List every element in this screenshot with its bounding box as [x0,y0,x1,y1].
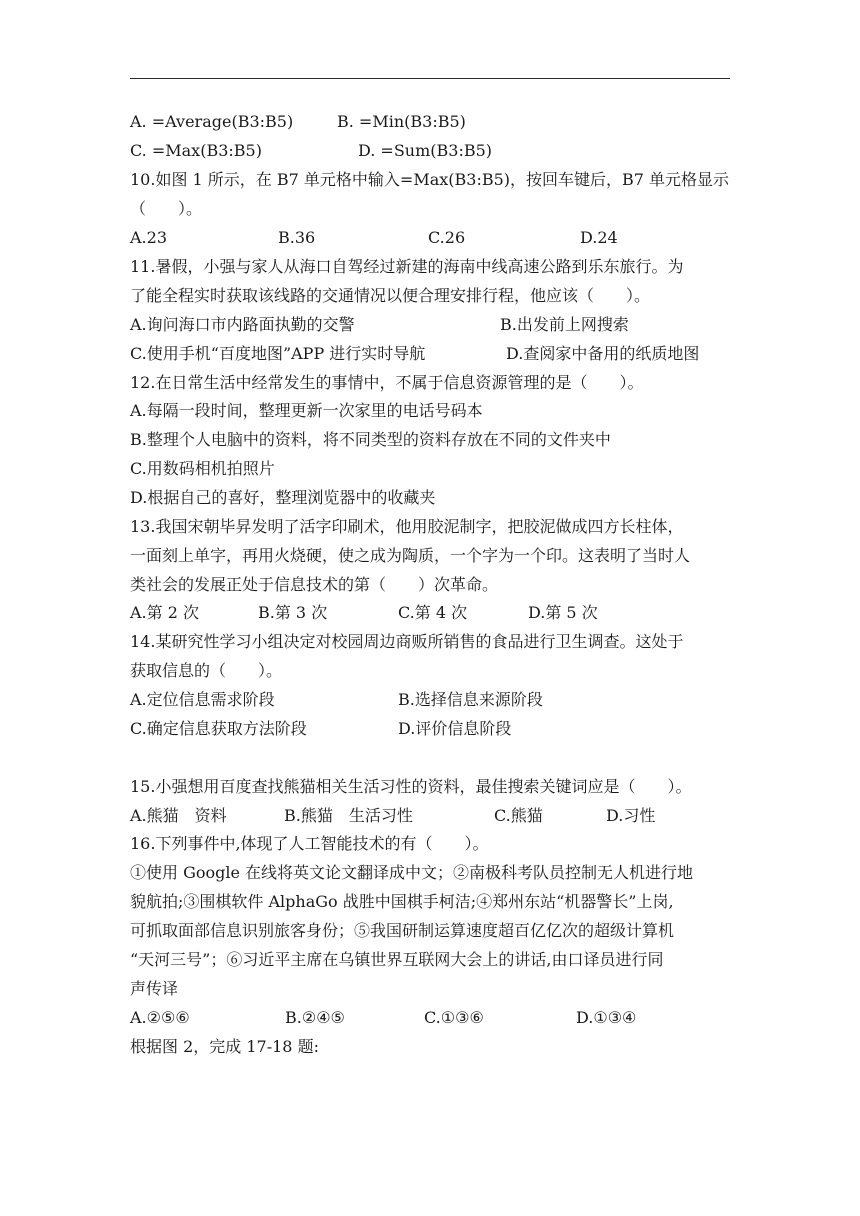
q14-option-a: A.定位信息需求阶段 [130,690,275,709]
q10-option-b: B.36 [278,228,316,247]
q11-stem-line-1: 11.暑假，小强与家人从海口自驾经过新建的海南中线高速公路到乐东旅行。为 [130,257,684,276]
q12-option-c: C.用数码相机拍照片 [130,459,275,478]
q9-options-row-1 [130,108,750,136]
q11-stem-line-2: 了能全程实时获取该线路的交通情况以便合理安排行程，他应该（ ）。 [130,286,651,305]
q16-options [130,1004,750,1032]
q14-option-d: D.评价信息阶段 [398,719,512,738]
q16-option-b: B.②④⑤ [285,1008,345,1027]
q14-option-b: B.选择信息来源阶段 [398,690,543,709]
q12-option-b: B.整理个人电脑中的资料，将不同类型的资料存放在不同的文件夹中 [130,430,611,449]
q10-option-d: D.24 [580,228,618,247]
q13-stem-line-3: 类社会的发展正处于信息技术的第（ ）次革命。 [130,575,499,594]
q13-option-a: A.第 2 次 [130,603,199,622]
q15-options [130,802,750,830]
q11-option-d: D.查阅家中备用的纸质地图 [506,344,700,363]
q12-stem: 12.在日常生活中经常发生的事情中，不属于信息资源管理的是（ ）。 [130,373,644,392]
q12-option-d: D.根据自己的喜好，整理浏览器中的收藏夹 [130,488,436,507]
q16-option-c: C.①③⑥ [424,1008,484,1027]
q11-options-row-1 [130,311,750,339]
header-rule [130,78,730,79]
q11-option-a: A.询问海口市内路面执勤的交警 [130,315,355,334]
q14-option-c: C.确定信息获取方法阶段 [130,719,307,738]
q16-stem: 16.下列事件中,体现了人工智能技术的有（ ）。 [130,834,489,853]
q13-option-c: C.第 4 次 [398,603,468,622]
q15-option-a: A.熊猫 资料 [130,806,227,825]
q12-option-a: A.每隔一段时间，整理更新一次家里的电话号码本 [130,401,483,420]
q10-stem-line-2: （ ）。 [130,199,203,218]
q16-body-line-5: 声传译 [130,979,179,998]
q14-stem-line-2: 获取信息的（ ）。 [130,661,283,680]
q14-stem-line-1: 14.某研究性学习小组决定对校园周边商贩所销售的食品进行卫生调查。这处于 [130,632,684,651]
section-prompt: 根据图 2，完成 17-18 题: [130,1037,319,1056]
q13-options [130,599,750,627]
q10-option-c: C.26 [428,228,466,247]
q9-option-c: C. =Max(B3:B5) [130,141,262,160]
q15-option-c: C.熊猫 [494,806,543,825]
q9-option-a: A. =Average(B3:B5) [130,112,294,131]
q15-option-b: B.熊猫 生活习性 [284,806,413,825]
q16-option-a: A.②⑤⑥ [130,1008,190,1027]
q11-options-row-2 [130,340,750,368]
q13-stem-line-1: 13.我国宋朝毕昇发明了活字印刷术，他用胶泥制字，把胶泥做成四方长柱体， [130,517,684,536]
q9-option-d: D. =Sum(B3:B5) [358,141,493,160]
q14-options-row-2 [130,715,750,743]
q16-body-line-4: “天河三号”；⑥习近平主席在乌镇世界互联网大会上的讲话,由口译员进行同 [130,950,664,969]
q14-options-row-1 [130,686,750,714]
q10-options [130,224,750,252]
q16-body-line-2: 貌航拍;③围棋软件 AlphaGo 战胜中国棋手柯洁;④郑州东站“机器警长”上岗, [130,892,674,911]
q16-body-line-1: ①使用 Google 在线将英文论文翻译成中文；②南极科考队员控制无人机进行地 [130,863,694,882]
q15-option-d: D.习性 [606,806,656,825]
q13-stem-line-2: 一面刻上单字，再用火烧硬，使之成为陶质，一个字为一个印。这表明了当时人 [130,546,691,565]
q13-option-d: D.第 5 次 [528,603,598,622]
q11-option-b: B.出发前上网搜索 [500,315,629,334]
q10-option-a: A.23 [130,228,167,247]
q10-stem-line-1: 10.如图 1 所示，在 B7 单元格中输入=Max(B3:B5)，按回车键后，B7 单元格显示 [130,170,730,189]
q16-option-d: D.①③④ [576,1008,637,1027]
q11-option-c: C.使用手机“百度地图”APP 进行实时导航 [130,344,426,363]
q9-option-b: B. =Min(B3:B5) [337,112,466,131]
q15-stem: 15.小强想用百度查找熊猫相关生活习性的资料，最佳搜索关键词应是（ ）。 [130,777,692,796]
q9-options-row-2 [130,137,750,165]
q13-option-b: B.第 3 次 [258,603,328,622]
q16-body-line-3: 可抓取面部信息识别旅客身份；⑤我国研制运算速度超百亿亿次的超级计算机 [130,921,675,940]
